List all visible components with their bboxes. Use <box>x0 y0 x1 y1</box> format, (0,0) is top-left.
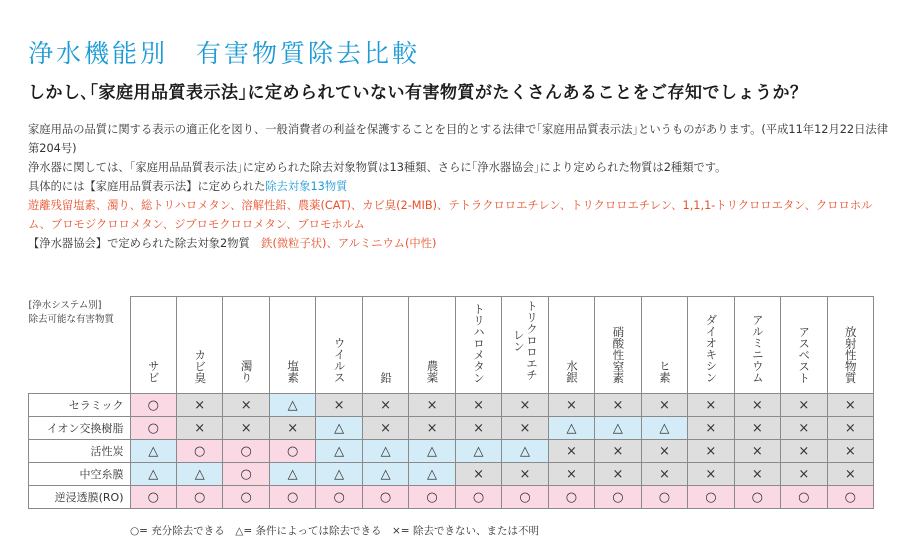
intro-paragraph-counts: 浄水器に関しては、｢家庭用品品質表示法｣に定められた除去対象物質は13種類、さらに｢浄水器協会｣により定められた物質は2種類です。 <box>28 161 727 174</box>
table-cell: × <box>827 440 873 463</box>
table-cell: ○ <box>688 486 734 509</box>
page-subtitle: しかし､｢家庭用品質表示法｣に定められていない有害物質がたくさんあることをご存知でしょうか？ <box>28 83 808 103</box>
column-header <box>781 297 827 394</box>
comparison-table-wrap <box>28 296 874 509</box>
intro-2-prefix: 【浄水器協会】で定められた除去対象2物質 <box>28 237 262 250</box>
table-cell: × <box>734 394 780 417</box>
table-row <box>29 417 874 440</box>
table-cell: ○ <box>595 486 641 509</box>
row-header: 逆浸透膜(RO) <box>29 486 131 509</box>
table-cell: △ <box>316 440 362 463</box>
table-cell: △ <box>269 463 315 486</box>
table-cell: × <box>781 394 827 417</box>
table-cell: × <box>641 440 687 463</box>
substance-list: 遊離残留塩素、濁り、総トリハロメタン、溶解性鉛、農薬(CAT)、カビ臭(2-MIB)、テトラクロロエチレン、トリクロロエチレン、1,1,1-トリクロロエタン、クロロホルム、ブロモジクロロメタン、ジブロモクロロメタン、ブロモホルム <box>28 199 873 231</box>
column-header-label: カビ臭 <box>193 348 208 383</box>
column-header <box>269 297 315 394</box>
column-header-label: ダイオキシン <box>704 314 719 383</box>
table-cell: ○ <box>269 486 315 509</box>
table-cell: × <box>502 417 548 440</box>
table-cell: × <box>176 417 222 440</box>
column-header <box>734 297 780 394</box>
table-cell: ○ <box>223 440 269 463</box>
table-cell: ○ <box>130 394 176 417</box>
table-row <box>29 486 874 509</box>
table-cell: ○ <box>176 486 222 509</box>
column-header <box>362 297 408 394</box>
table-cell: ○ <box>781 486 827 509</box>
table-cell: △ <box>502 440 548 463</box>
column-header-label: 濁り <box>239 360 254 383</box>
table-cell: × <box>548 463 594 486</box>
table-corner <box>29 297 131 394</box>
column-header-label: 硝酸性窒素 <box>611 325 626 383</box>
table-cell: × <box>781 463 827 486</box>
table-cell: × <box>595 440 641 463</box>
table-cell: ○ <box>130 417 176 440</box>
table-cell: △ <box>316 463 362 486</box>
table-cell: △ <box>130 463 176 486</box>
column-header-label: アルミニウム <box>750 314 765 383</box>
table-cell: × <box>548 440 594 463</box>
column-header-label: 塩素 <box>286 360 301 383</box>
table-cell: ○ <box>269 440 315 463</box>
table-cell: ○ <box>455 486 501 509</box>
column-header-label: 放射性物質 <box>843 325 858 383</box>
table-cell: × <box>688 394 734 417</box>
column-header <box>223 297 269 394</box>
table-cell: ○ <box>176 440 222 463</box>
table-cell: × <box>641 463 687 486</box>
row-header: 中空糸膜 <box>29 463 131 486</box>
table-cell: × <box>734 417 780 440</box>
column-header-label: 鉛 <box>379 371 394 383</box>
intro-paragraph-law: 家庭用品の品質に関する表示の適正化を図り、一般消費者の利益を保護することを目的とする法律で｢家庭用品質表示法｣というものがあります。(平成11年12月22日法律第204号) <box>28 123 889 155</box>
table-cell: × <box>595 463 641 486</box>
table-cell: × <box>502 394 548 417</box>
comparison-table <box>28 296 874 509</box>
intro-paragraph-13-substances <box>28 177 888 196</box>
table-cell: × <box>734 463 780 486</box>
column-header-label: ウイルス <box>332 337 347 383</box>
column-header <box>455 297 501 394</box>
column-header-label: アスベスト <box>797 325 812 383</box>
table-row <box>29 463 874 486</box>
intro-13-highlight: 除去対象13物質 <box>265 180 348 193</box>
column-header <box>130 297 176 394</box>
column-header <box>316 297 362 394</box>
table-cell: × <box>362 394 408 417</box>
table-cell: × <box>781 440 827 463</box>
column-header-label: トリハロメタン <box>472 302 487 383</box>
table-cell: × <box>502 463 548 486</box>
table-cell: ○ <box>409 486 455 509</box>
table-cell: × <box>827 394 873 417</box>
table-cell: △ <box>641 417 687 440</box>
table-cell: × <box>688 440 734 463</box>
table-cell: × <box>548 394 594 417</box>
table-cell: × <box>269 417 315 440</box>
corner-label-substances: 除去可能な有害物質 <box>28 313 115 325</box>
intro-text <box>28 120 888 253</box>
row-header: 活性炭 <box>29 440 131 463</box>
column-header <box>548 297 594 394</box>
table-cell: ○ <box>734 486 780 509</box>
table-cell: ○ <box>316 486 362 509</box>
column-header-label: トリクロロエチレン <box>511 299 539 381</box>
table-cell: △ <box>176 463 222 486</box>
table-cell: × <box>781 417 827 440</box>
table-cell: × <box>223 417 269 440</box>
column-header <box>641 297 687 394</box>
table-cell: × <box>827 417 873 440</box>
table-cell: △ <box>548 417 594 440</box>
column-header <box>827 297 873 394</box>
column-header-label: 農薬 <box>425 360 440 383</box>
table-cell: ○ <box>223 463 269 486</box>
table-cell: ○ <box>130 486 176 509</box>
column-header-label: サビ <box>146 360 161 383</box>
table-cell: × <box>223 394 269 417</box>
table-cell: △ <box>595 417 641 440</box>
page-title: 浄水機能別 有害物質除去比較 <box>28 39 421 68</box>
table-cell: × <box>688 463 734 486</box>
table-cell: △ <box>269 394 315 417</box>
column-header-label: ヒ素 <box>657 360 672 383</box>
table-cell: ○ <box>548 486 594 509</box>
table-cell: ○ <box>223 486 269 509</box>
table-cell: × <box>827 463 873 486</box>
column-header <box>502 297 548 394</box>
table-cell: ○ <box>502 486 548 509</box>
column-header-label: 水銀 <box>564 360 579 383</box>
table-body <box>29 394 874 509</box>
table-cell: △ <box>316 417 362 440</box>
column-header <box>176 297 222 394</box>
table-cell: × <box>595 394 641 417</box>
column-header <box>688 297 734 394</box>
row-header: イオン交換樹脂 <box>29 417 131 440</box>
table-cell: × <box>641 394 687 417</box>
table-cell: ○ <box>362 486 408 509</box>
table-cell: × <box>362 417 408 440</box>
table-cell: △ <box>409 463 455 486</box>
intro-paragraph-2-substances <box>28 234 888 253</box>
column-header <box>409 297 455 394</box>
corner-label-system: [浄水システム別] <box>28 299 102 311</box>
table-row <box>29 440 874 463</box>
table-cell: ○ <box>827 486 873 509</box>
table-cell: ○ <box>641 486 687 509</box>
table-cell: △ <box>130 440 176 463</box>
table-cell: × <box>176 394 222 417</box>
column-header <box>595 297 641 394</box>
table-cell: △ <box>455 440 501 463</box>
row-header: セラミック <box>29 394 131 417</box>
table-cell: × <box>409 417 455 440</box>
table-row <box>29 394 874 417</box>
table-cell: × <box>455 463 501 486</box>
table-cell: × <box>316 394 362 417</box>
table-cell: × <box>409 394 455 417</box>
table-legend: ○= 充分除去できる △= 条件によっては除去できる ×= 除去できない、または不明 <box>130 525 539 537</box>
intro-13-prefix: 具体的には【家庭用品質表示法】に定められた <box>28 180 266 193</box>
table-cell: × <box>455 417 501 440</box>
table-cell: △ <box>409 440 455 463</box>
intro-2-highlight: 鉄(微粒子状)、アルミニウム(中性) <box>261 237 437 250</box>
table-header-row <box>29 297 874 394</box>
table-cell: △ <box>362 463 408 486</box>
table-cell: × <box>734 440 780 463</box>
table-cell: △ <box>362 440 408 463</box>
table-cell: × <box>688 417 734 440</box>
table-cell: × <box>455 394 501 417</box>
